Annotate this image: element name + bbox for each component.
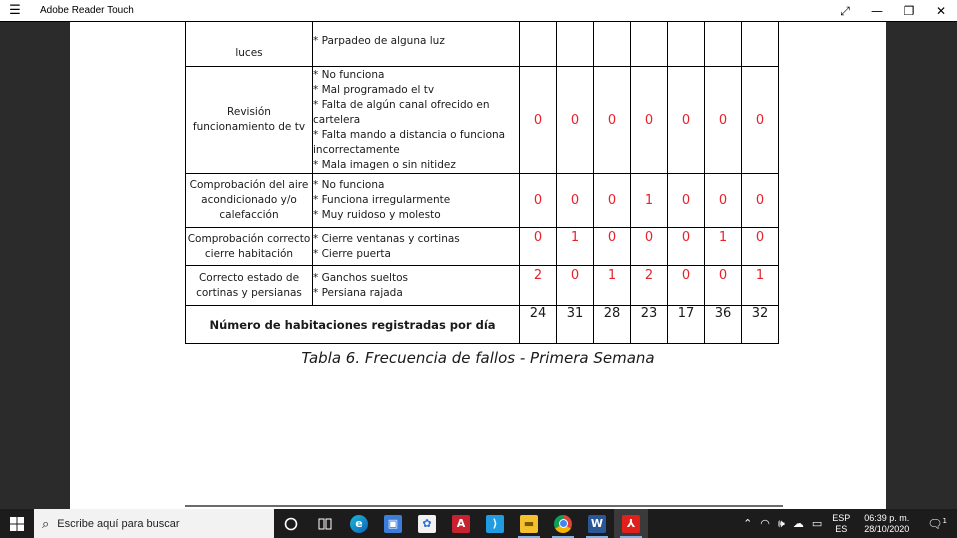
fault-count-cell: 2 — [520, 266, 557, 306]
fault-count-cell — [520, 22, 557, 67]
clock-date: 28/10/2020 — [864, 523, 910, 534]
fault-count-cell — [742, 22, 779, 67]
fault-description-item: * Ganchos sueltos — [313, 271, 408, 284]
fullscreen-button[interactable]: ⤢ — [840, 3, 850, 18]
fault-count-cell — [705, 22, 742, 67]
fault-description-item: * Funciona irregularmente — [313, 194, 451, 206]
fault-count-cell: 2 — [631, 266, 668, 306]
restore-button[interactable]: ❐ — [903, 4, 915, 18]
table-row — [186, 174, 779, 228]
fault-descriptions — [313, 67, 520, 174]
fault-description-item: * Falta de algún canal ofrecido en cartelera — [313, 98, 490, 126]
window-controls — [829, 0, 957, 22]
battery-icon[interactable]: ▭ — [811, 517, 823, 530]
menu-icon[interactable]: ☰ — [9, 3, 21, 18]
edge-icon[interactable]: e — [342, 509, 376, 538]
fault-count-cell: 1 — [557, 228, 594, 266]
settings-app-icon[interactable]: ✿ — [410, 509, 444, 538]
room-count-cell: 17 — [668, 306, 705, 344]
fault-count-cell: 0 — [742, 228, 779, 266]
fault-count-cell: 0 — [594, 228, 631, 266]
fault-count-cell: 0 — [705, 174, 742, 228]
close-button[interactable]: ✕ — [935, 4, 947, 18]
chevron-up-icon[interactable]: ⌃ — [743, 517, 753, 530]
fault-count-cell: 0 — [520, 67, 557, 174]
table-row — [186, 22, 779, 67]
document-page — [70, 22, 886, 509]
file-explorer-icon[interactable]: ▬ — [512, 509, 546, 538]
fault-description-item: * No funciona — [313, 68, 385, 81]
windows-logo-icon — [10, 517, 24, 531]
fault-count-cell: 0 — [742, 174, 779, 228]
wifi-icon[interactable]: ◠ — [760, 517, 770, 530]
fault-count-cell: 0 — [520, 174, 557, 228]
clock-time: 06:39 p. m. — [864, 512, 910, 523]
fault-descriptions — [313, 266, 520, 306]
totals-label: Número de habitaciones registradas por día — [186, 306, 520, 344]
title-bar — [0, 0, 957, 22]
system-tray — [739, 509, 957, 538]
fault-descriptions — [313, 228, 520, 266]
fault-description-item: * Parpadeo de alguna luz — [313, 35, 445, 47]
fault-count-cell: 1 — [705, 228, 742, 266]
fault-count-cell: 0 — [520, 228, 557, 266]
search-placeholder: Escribe aquí para buscar — [57, 517, 180, 530]
fault-count-cell: 0 — [705, 67, 742, 174]
table-row — [186, 228, 779, 266]
fault-category: Correcto estado de cortinas y persianas — [186, 266, 313, 306]
fault-description-item: * Falta mando a distancia o funciona incorrectamente — [313, 128, 506, 156]
onedrive-icon[interactable]: ☁ — [792, 517, 804, 530]
fault-count-cell: 0 — [594, 67, 631, 174]
autocad-icon[interactable]: A — [444, 509, 478, 538]
search-icon: ⌕ — [42, 515, 50, 531]
fault-count-cell: 1 — [631, 174, 668, 228]
fault-descriptions — [313, 22, 520, 67]
fault-count-cell — [594, 22, 631, 67]
fault-category: Revisión funcionamiento de tv — [186, 67, 313, 174]
room-count-cell: 23 — [631, 306, 668, 344]
room-count-cell: 28 — [594, 306, 631, 344]
fault-description-item: * Mal programado el tv — [313, 83, 435, 96]
app-title: Adobe Reader Touch — [40, 5, 134, 16]
fault-count-cell: 0 — [668, 228, 705, 266]
fault-count-cell — [631, 22, 668, 67]
fault-count-cell — [668, 22, 705, 67]
totals-row — [186, 306, 779, 344]
volume-icon[interactable]: 🕪 — [777, 516, 785, 530]
cortana-icon[interactable] — [274, 509, 308, 538]
word-icon[interactable]: W — [580, 509, 614, 538]
start-button[interactable] — [0, 509, 34, 538]
fault-count-cell: 0 — [557, 174, 594, 228]
taskbar-search-input[interactable] — [34, 509, 274, 538]
task-view-icon[interactable] — [308, 509, 342, 538]
language-indicator[interactable] — [826, 513, 856, 535]
notification-count: 1 — [942, 516, 947, 525]
chrome-icon[interactable] — [546, 509, 580, 538]
fault-count-cell: 0 — [594, 174, 631, 228]
fault-count-cell: 1 — [742, 266, 779, 306]
fault-count-cell: 0 — [705, 266, 742, 306]
acrobat-icon[interactable]: ⅄ — [614, 509, 648, 538]
room-count-cell: 36 — [705, 306, 742, 344]
fault-count-cell: 0 — [668, 174, 705, 228]
room-count-cell: 31 — [557, 306, 594, 344]
fault-frequency-table — [185, 22, 779, 344]
keyboard-layout: ES — [835, 523, 848, 534]
fault-count-cell: 0 — [557, 67, 594, 174]
document-viewer[interactable] — [0, 22, 957, 509]
fault-category: luces — [186, 22, 313, 67]
notification-center-icon[interactable]: 🗨$^1$ — [927, 516, 947, 531]
fault-description-item: * Cierre puerta — [313, 247, 391, 260]
table-row — [186, 67, 779, 174]
fault-count-cell: 0 — [668, 67, 705, 174]
taskbar — [0, 509, 957, 538]
clock[interactable] — [856, 513, 917, 535]
fault-description-item: * Muy ruidoso y molesto — [313, 209, 441, 221]
vscode-icon[interactable]: ⟩ — [478, 509, 512, 538]
table-row — [186, 266, 779, 306]
fault-description-item: * Cierre ventanas y cortinas — [313, 232, 460, 245]
page-divider — [185, 505, 783, 507]
store-icon[interactable]: ▣ — [376, 509, 410, 538]
fault-count-cell: 0 — [668, 266, 705, 306]
fault-count-cell: 0 — [742, 67, 779, 174]
fault-count-cell: 0 — [631, 228, 668, 266]
fault-category: Comprobación correcto cierre habitación — [186, 228, 313, 266]
fault-count-cell: 0 — [557, 266, 594, 306]
fault-description-item: * Persiana rajada — [313, 286, 403, 299]
language-code: ESP — [832, 512, 851, 523]
fault-count-cell — [557, 22, 594, 67]
table-caption: Tabla 6. Frecuencia de fallos - Primera Semana — [301, 349, 655, 367]
fault-count-cell: 1 — [594, 266, 631, 306]
room-count-cell: 32 — [742, 306, 779, 344]
fault-descriptions — [313, 174, 520, 228]
fault-category: Comprobación del aire acondicionado y/o calefacción — [186, 174, 313, 228]
fault-count-cell: 0 — [631, 67, 668, 174]
fault-description-item: * Mala imagen o sin nitidez — [313, 158, 456, 171]
fault-description-item: * No funciona — [313, 179, 385, 191]
room-count-cell: 24 — [520, 306, 557, 344]
minimize-button[interactable]: — — [871, 4, 883, 18]
